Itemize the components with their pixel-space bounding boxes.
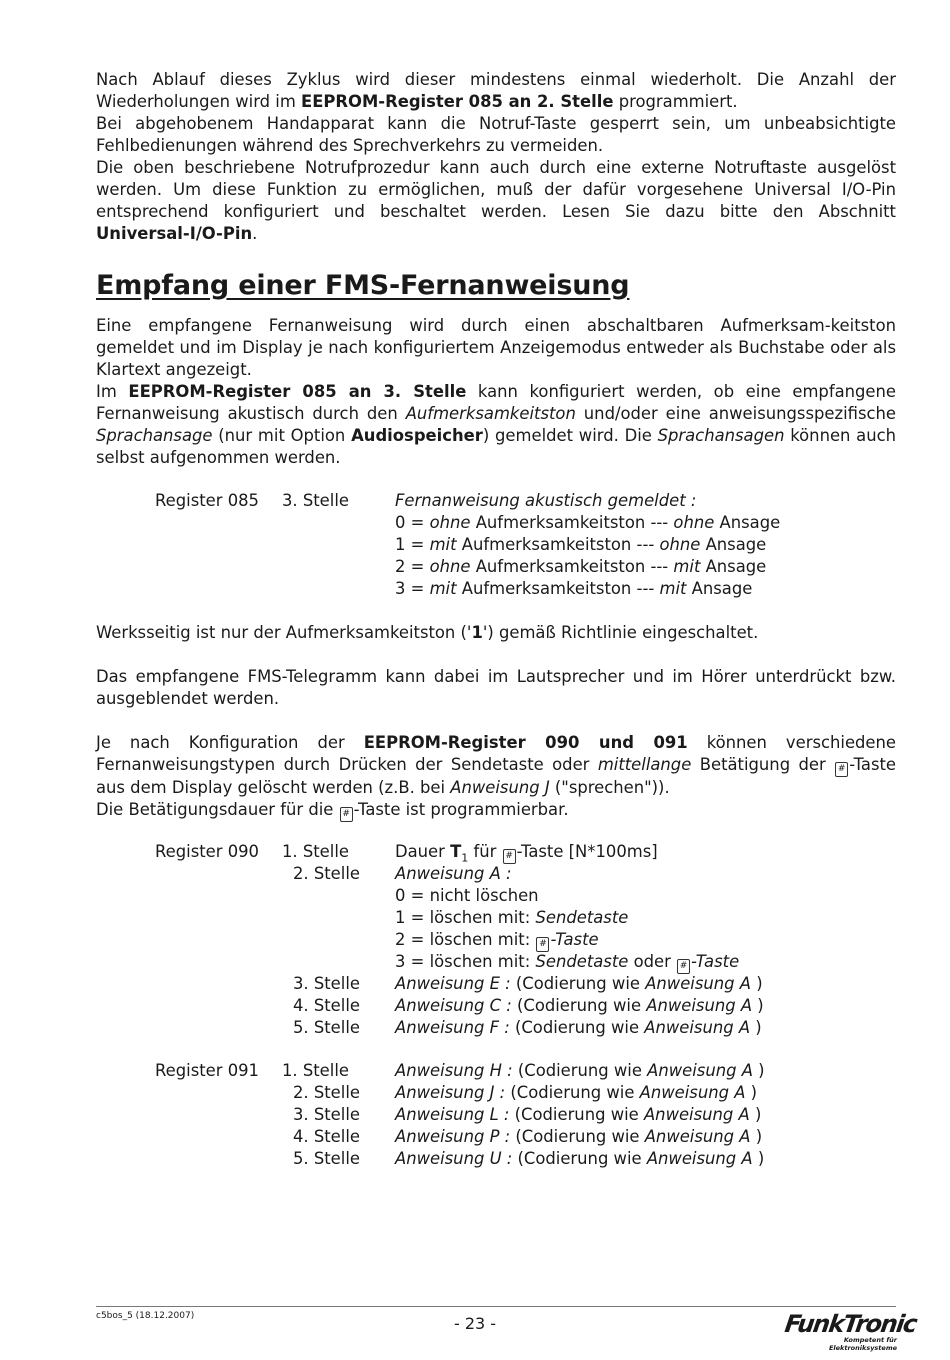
register-085-name: Register 085 — [155, 491, 259, 510]
paragraph-4: Das empfangene FMS-Telegramm kann dabei im Lautsprecher und im Hörer unterdrückt bzw. ausgeblendet werden. — [96, 667, 896, 708]
register-090-pos: 5. Stelle — [293, 1018, 360, 1037]
register-090-option: 1 = löschen mit: Sendetaste — [395, 908, 629, 927]
register-090-anweisung: Anweisung A : — [395, 864, 512, 883]
intro-line-3: Die oben beschriebene Notrufprozedur kann auch durch eine externe Notruftaste ausgelöst werden. Um diese Funktion zu ermöglichen, muß der dafür vorgesehene Universal I/O-Pin entsprechend konfiguriert und beschaltet werden. Lesen Sie dazu bitte den Abschnitt Universal-I/O-Pin. — [96, 158, 896, 243]
register-091-anweisung: Anweisung U : (Codierung wie Anweisung A ) — [395, 1149, 765, 1168]
hash-key-icon: # — [536, 937, 549, 952]
hash-key-icon: # — [835, 762, 848, 777]
footer-divider — [96, 1306, 896, 1307]
register-091-pos: 3. Stelle — [293, 1105, 360, 1124]
register-085-title: Fernanweisung akustisch gemeldet : — [395, 491, 697, 510]
register-091-anweisung: Anweisung P : (Codierung wie Anweisung A ) — [395, 1127, 763, 1146]
register-091-pos: 5. Stelle — [293, 1149, 360, 1168]
register-090-pos: 2. Stelle — [293, 864, 360, 883]
register-091-pos: 2. Stelle — [293, 1083, 360, 1102]
register-090-option: 2 = löschen mit: # -Taste — [395, 929, 599, 952]
register-091-anweisung: Anweisung H : (Codierung wie Anweisung A ) — [395, 1061, 765, 1080]
register-090-name: Register 090 — [155, 842, 259, 861]
logo-tagline: Kompetent für Elektroniksysteme — [828, 1336, 897, 1352]
hash-key-icon: # — [677, 959, 690, 974]
intro-line-1: Nach Ablauf dieses Zyklus wird dieser mindestens einmal wiederholt. Die Anzahl der Wiederholungen wird im EEPROM-Register 085 an 2. Stelle programmiert. — [96, 70, 896, 111]
register-090-duration: Dauer $T_1$ für # -Taste [N*100ms] — [395, 842, 658, 865]
paragraph-5: Je nach Konfiguration der EEPROM-Register 090 und 091 können verschiedene Fernanweisungstypen durch Drücken der Sendetaste oder mittellange Betätigung der # -Taste aus dem Display gelöscht werden (z.B. bei Anweisung J ("sprechen")). Die Betätigungsdauer für die # -Taste ist programmierbar. — [96, 732, 896, 822]
register-091-pos: 1. Stelle — [282, 1061, 349, 1080]
register-085-option: 0 = ohne Aufmerksamkeitston --- ohne Ansage — [395, 513, 781, 532]
register-090-pos: 1. Stelle — [282, 842, 349, 861]
register-085-option: 1 = mit Aufmerksamkeitston --- ohne Ansage — [395, 535, 767, 554]
footer-doc-id: c5bos_5 (18.12.2007) — [96, 1311, 195, 1321]
register-090-option: 0 = nicht löschen — [395, 886, 539, 905]
funktronic-logo — [783, 1310, 918, 1354]
paragraph-6: Die Betätigungsdauer für die # -Taste ist programmierbar. — [96, 799, 896, 822]
intro-line-2: Bei abgehobenem Handapparat kann die Notruf-Taste gesperrt sein, um unbeabsichtigte Fehlbedienungen während des Sprechverkehrs zu vermeiden. — [96, 114, 896, 155]
intro-block — [96, 69, 896, 245]
register-090-pos: 3. Stelle — [293, 974, 360, 993]
logo-text: FunkTronic — [783, 1310, 918, 1338]
register-085-pos: 3. Stelle — [282, 491, 349, 510]
register-090-anweisung: Anweisung F : (Codierung wie Anweisung A ) — [395, 1018, 762, 1037]
register-090-pos: 4. Stelle — [293, 996, 360, 1015]
register-091-anweisung: Anweisung L : (Codierung wie Anweisung A ) — [395, 1105, 762, 1124]
page-number: - 23 - — [453, 1314, 497, 1333]
register-091-anweisung: Anweisung J : (Codierung wie Anweisung A ) — [395, 1083, 758, 1102]
paragraph-1: Eine empfangene Fernanweisung wird durch einen abschaltbaren Aufmerksam-keitston gemeldet und im Display je nach konfiguriertem Anzeigemodus entweder als Buchstabe oder als Klartext angezeigt. Im EEPROM-Register 085 an 3. Stelle kann konfiguriert werden, ob eine empfangene Fernanweisung akustisch durch den Aufmerksamkeitston und/oder eine anweisungsspezifische Sprachansage (nur mit Option Audiospeicher) gemeldet wird. Die Sprachansagen können auch selbst aufgenommen werden. — [96, 316, 897, 467]
register-091-pos: 4. Stelle — [293, 1127, 360, 1146]
register-085-option: 2 = ohne Aufmerksamkeitston --- mit Ansage — [395, 557, 767, 576]
hash-key-icon: # — [340, 807, 353, 822]
register-090-option: 3 = löschen mit: Sendetaste oder # -Taste — [395, 951, 739, 974]
hash-key-icon: # — [503, 849, 516, 864]
register-090-anweisung: Anweisung E : (Codierung wie Anweisung A ) — [395, 974, 763, 993]
register-091-name: Register 091 — [155, 1061, 259, 1080]
register-090-anweisung: Anweisung C : (Codierung wie Anweisung A ) — [395, 996, 764, 1015]
register-085-option: 3 = mit Aufmerksamkeitston --- mit Ansage — [395, 579, 753, 598]
section-heading: Empfang einer FMS-Fernanweisung — [96, 270, 630, 301]
paragraph-2: Im EEPROM-Register 085 an 3. Stelle kann konfiguriert werden, ob eine empfangene Fernanweisung akustisch durch den Aufmerksamkeitston und/oder eine anweisungsspezifische Sprachansage (nur mit Option Audiospeicher) gemeldet wird. Die Sprachansagen können auch selbst aufgenommen werden. — [96, 382, 897, 467]
paragraph-3: Werksseitig ist nur der Aufmerksamkeitston ('1') gemäß Richtlinie eingeschaltet. — [96, 623, 759, 642]
